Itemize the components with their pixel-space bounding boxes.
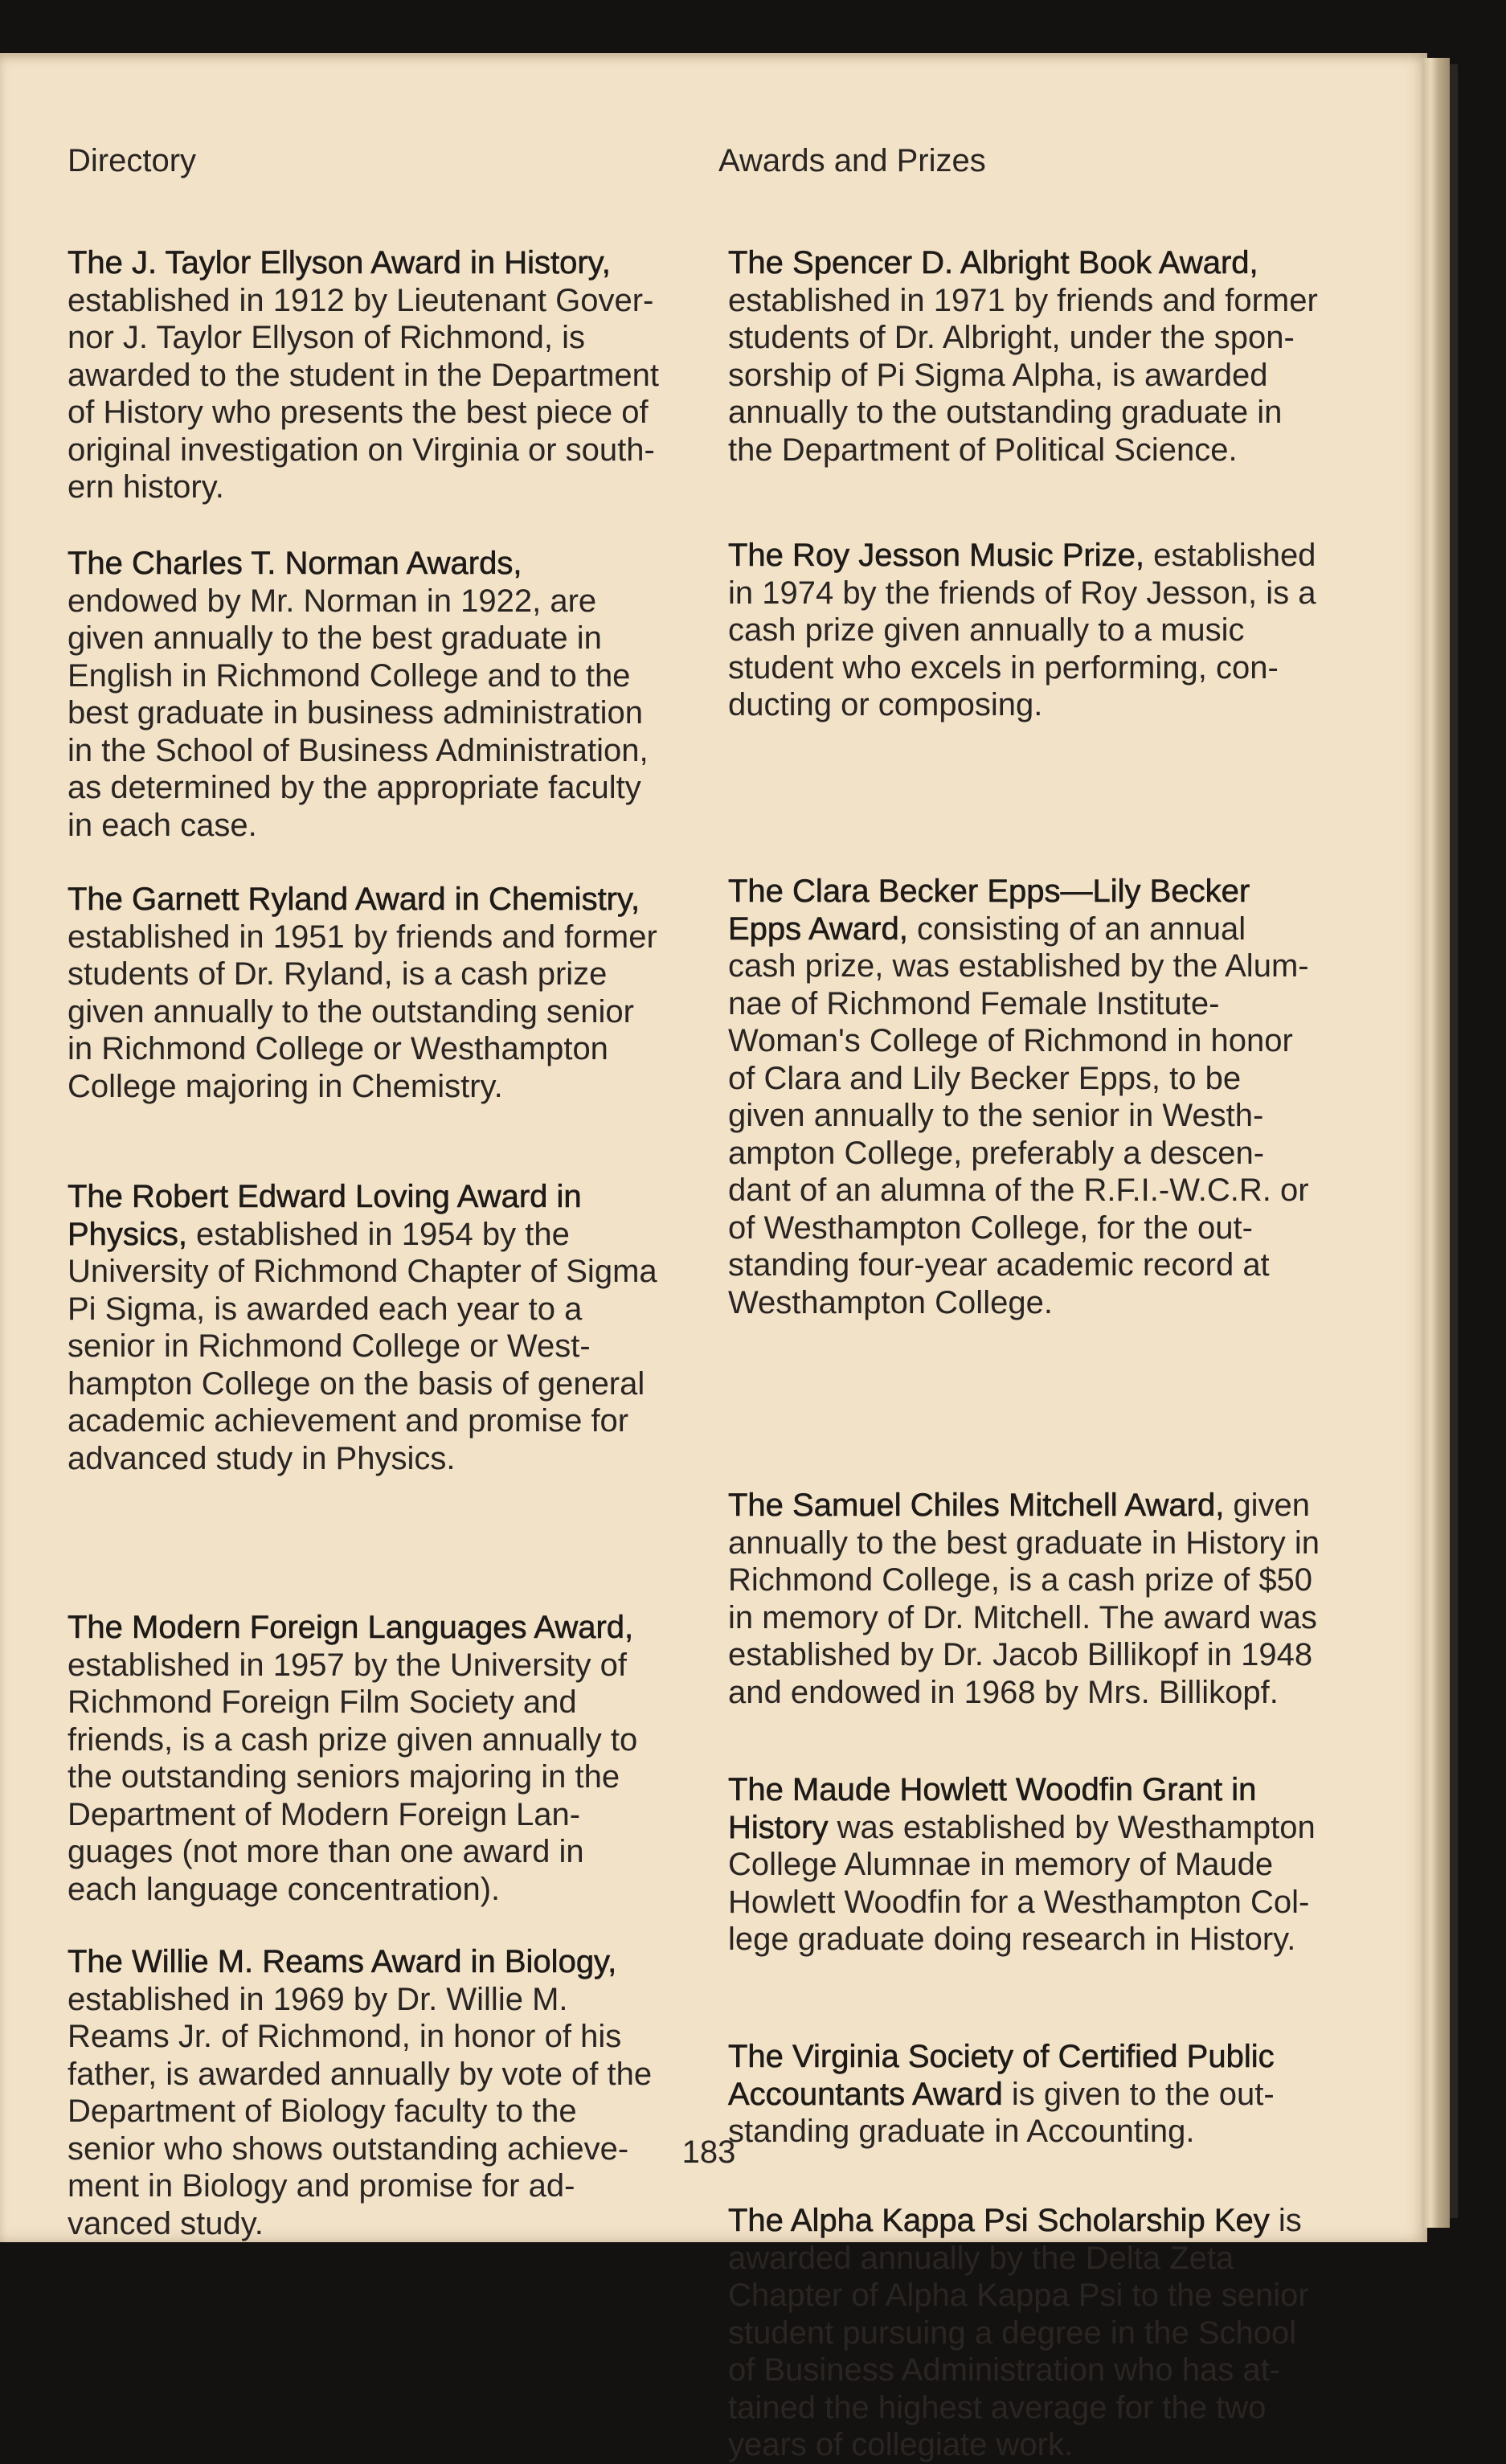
- award-description: senior who shows outstanding achieve-: [68, 2130, 629, 2167]
- entry-line: [68, 1609, 710, 1647]
- entry-line: [68, 1291, 710, 1328]
- entry-line: [68, 1833, 710, 1871]
- award-description: students of Dr. Albright, under the spon-: [728, 320, 1295, 355]
- award-description: awarded to the student in the Department: [68, 357, 660, 393]
- entry-line: [68, 2130, 710, 2168]
- running-header-section: Directory: [68, 143, 197, 178]
- entry-line: [728, 612, 1371, 649]
- award-name: The Maude Howlett Woodfin Grant in: [728, 1772, 1257, 1807]
- entry-line: [68, 1440, 710, 1478]
- award-description: student pursuing a degree in the School: [728, 2315, 1297, 2351]
- entry-line: [728, 319, 1371, 357]
- entry-line: [68, 1178, 710, 1216]
- award-description: best graduate in business administration: [68, 695, 643, 731]
- entry-line: [68, 769, 710, 807]
- entry-line: [68, 394, 710, 432]
- entry-line: [728, 1060, 1371, 1098]
- award-description: was established by Westhampton: [828, 1809, 1316, 1845]
- award-description: established in 1971 by friends and former: [728, 282, 1318, 318]
- award-description: in Richmond College or Westhampton: [68, 1031, 608, 1066]
- entry-line: [728, 2202, 1371, 2240]
- award-description: ment in Biology and promise for ad-: [68, 2168, 575, 2204]
- award-entry: [728, 2038, 1371, 2151]
- award-entry: [68, 881, 710, 1105]
- page-edge-shadow: [1450, 64, 1458, 2218]
- award-name: The Willie M. Reams Award in Biology,: [68, 1944, 617, 1979]
- award-description: of History who presents the best piece of: [68, 395, 649, 430]
- award-description: students of Dr. Ryland, is a cash prize: [68, 956, 608, 992]
- award-entry: [728, 1771, 1371, 1959]
- award-description: of Clara and Lily Becker Epps, to be: [728, 1060, 1242, 1096]
- award-description: annually to the best graduate in History in: [728, 1525, 1320, 1561]
- entry-line: [68, 1068, 710, 1106]
- entry-line: [728, 1172, 1371, 1209]
- entry-line: [728, 432, 1371, 469]
- entry-line: [728, 1809, 1371, 1847]
- entry-line: [68, 1796, 710, 1834]
- award-description: Chapter of Alpha Kappa Psi to the senior: [728, 2278, 1309, 2313]
- award-entry: [68, 244, 710, 506]
- award-description: annually to the outstanding graduate in: [728, 395, 1283, 430]
- award-description: given: [1224, 1488, 1311, 1523]
- award-description: Westhampton College.: [728, 1284, 1053, 1320]
- award-description: nor J. Taylor Ellyson of Richmond, is: [68, 320, 585, 355]
- award-description: in each case.: [68, 807, 257, 843]
- award-description: standing graduate in Accounting.: [728, 2114, 1195, 2149]
- entry-line: [728, 2038, 1371, 2076]
- entry-line: [728, 2426, 1371, 2464]
- entry-line: [68, 319, 710, 357]
- entry-line: [728, 282, 1371, 320]
- award-description: Pi Sigma, is awarded each year to a: [68, 1291, 583, 1327]
- award-name: The Roy Jesson Music Prize,: [728, 538, 1144, 573]
- entry-line: [68, 919, 710, 956]
- award-description: academic achievement and promise for: [68, 1403, 629, 1439]
- award-description: friends, is a cash prize given annually to: [68, 1721, 638, 1758]
- award-description: the Department of Political Science.: [728, 432, 1238, 468]
- award-description: each language concentration).: [68, 1871, 501, 1907]
- entry-line: [68, 2018, 710, 2056]
- award-entry: [68, 545, 710, 844]
- running-header-title: Awards and Prizes: [718, 143, 986, 178]
- entry-line: [68, 1328, 710, 1365]
- award-description: established in 1951 by friends and former: [68, 919, 657, 955]
- entry-line: [728, 948, 1371, 985]
- entry-line: [728, 2389, 1371, 2427]
- award-description: vanced study.: [68, 2205, 264, 2241]
- entry-line: [728, 1674, 1371, 1712]
- award-description: established by Dr. Jacob Billikopf in 1948: [728, 1637, 1313, 1672]
- award-name: The Alpha Kappa Psi Scholarship Key: [728, 2203, 1270, 2238]
- entry-line: [68, 807, 710, 845]
- award-description: sorship of Pi Sigma Alpha, is awarded: [728, 357, 1268, 393]
- award-description: awarded annually by the Delta Zeta: [728, 2240, 1234, 2276]
- entry-line: [68, 1943, 710, 1981]
- award-entry: [728, 1487, 1371, 1711]
- entry-line: [68, 1216, 710, 1254]
- award-name: Epps Award,: [728, 911, 908, 947]
- award-name: The Spencer D. Albright Book Award,: [728, 245, 1258, 280]
- award-description: ducting or composing.: [728, 687, 1043, 722]
- award-entry: [728, 244, 1371, 469]
- entry-line: [68, 2056, 710, 2094]
- award-name: The Virginia Society of Certified Public: [728, 2039, 1275, 2074]
- entry-line: [68, 357, 710, 395]
- entry-line: [728, 1525, 1371, 1562]
- entry-line: [68, 545, 710, 583]
- entry-line: [728, 2113, 1371, 2151]
- award-description: College majoring in Chemistry.: [68, 1068, 503, 1104]
- award-description: student who excels in performing, con-: [728, 649, 1279, 686]
- award-description: of Business Administration who has at-: [728, 2352, 1281, 2388]
- entry-line: [68, 694, 710, 732]
- award-name: The Modern Foreign Languages Award,: [68, 1610, 634, 1645]
- entry-line: [728, 1097, 1371, 1135]
- award-description: Department of Biology faculty to the: [68, 2094, 577, 2129]
- entry-line: [68, 282, 710, 320]
- entry-line: [728, 2240, 1371, 2278]
- entry-line: [68, 2205, 710, 2243]
- entry-line: [68, 1030, 710, 1068]
- entry-line: [68, 583, 710, 620]
- award-description: College Alumnae in memory of Maude: [728, 1847, 1274, 1882]
- entry-line: [728, 1636, 1371, 1674]
- award-description: Richmond College, is a cash prize of $50: [728, 1562, 1313, 1598]
- award-description: years of collegiate work.: [728, 2427, 1074, 2462]
- award-description: cash prize, was established by the Alum-: [728, 948, 1309, 984]
- award-name: Physics,: [68, 1216, 187, 1252]
- award-entry: [728, 537, 1371, 724]
- entry-line: [68, 1365, 710, 1403]
- entry-line: [68, 1981, 710, 2019]
- award-description: of Westhampton College, for the out-: [728, 1209, 1253, 1246]
- entry-line: [68, 1758, 710, 1796]
- award-description: established in 1957 by the University of: [68, 1647, 627, 1683]
- entry-line: [728, 911, 1371, 948]
- award-description: established in 1969 by Dr. Willie M.: [68, 1981, 568, 2017]
- entry-line: [728, 873, 1371, 911]
- award-name: History: [728, 1809, 829, 1845]
- award-description: in 1974 by the friends of Roy Jesson, is a: [728, 575, 1316, 611]
- entry-line: [728, 2351, 1371, 2389]
- award-description: English in Richmond College and to the: [68, 657, 631, 694]
- entry-line: [728, 2076, 1371, 2114]
- entry-line: [68, 1684, 710, 1721]
- award-entry: [68, 1943, 710, 2242]
- entry-line: [728, 1884, 1371, 1922]
- award-description: tained the highest average for the two: [728, 2389, 1267, 2425]
- award-description: dant of an alumna of the R.F.I.-W.C.R. or: [728, 1173, 1309, 1208]
- award-name: The Charles T. Norman Awards,: [68, 546, 522, 581]
- award-description: consisting of an annual: [907, 911, 1246, 947]
- award-description: ampton College, preferably a descen-: [728, 1135, 1265, 1171]
- entry-line: [68, 2093, 710, 2130]
- entry-line: [68, 993, 710, 1031]
- entry-line: [728, 1599, 1371, 1637]
- entry-line: [68, 1253, 710, 1291]
- award-description: guages (not more than one award in: [68, 1834, 584, 1869]
- award-name: The Robert Edward Loving Award in: [68, 1179, 582, 1214]
- award-entry: [728, 873, 1371, 1321]
- award-description: ern history.: [68, 469, 224, 505]
- award-description: Department of Modern Foreign Lan-: [68, 1796, 581, 1832]
- award-description: University of Richmond Chapter of Sigma: [68, 1254, 657, 1289]
- award-description: original investigation on Virginia or south-: [68, 432, 655, 468]
- entry-line: [728, 686, 1371, 724]
- entry-line: [728, 1209, 1371, 1247]
- award-description: Reams Jr. of Richmond, in honor of his: [68, 2019, 622, 2054]
- award-entry: [68, 1178, 710, 1477]
- award-entry: [68, 1609, 710, 1908]
- entry-line: [728, 537, 1371, 575]
- entry-line: [728, 2315, 1371, 2352]
- entry-line: [68, 244, 710, 282]
- award-entry: [728, 2202, 1371, 2464]
- entry-line: [728, 649, 1371, 687]
- entry-line: [68, 469, 710, 506]
- award-description: as determined by the appropriate faculty: [68, 770, 641, 805]
- award-description: advanced study in Physics.: [68, 1440, 456, 1476]
- award-description: Howlett Woodfin for a Westhampton Col-: [728, 1884, 1310, 1920]
- award-description: is: [1269, 2203, 1302, 2238]
- entry-line: [728, 1846, 1371, 1884]
- entry-line: [728, 244, 1371, 282]
- entry-line: [728, 1921, 1371, 1959]
- entry-line: [68, 620, 710, 657]
- award-description: standing four-year academic record at: [728, 1247, 1270, 1283]
- award-description: established in 1954 by the: [186, 1216, 570, 1252]
- award-name: The Clara Becker Epps—Lily Becker: [728, 874, 1250, 909]
- entry-line: [68, 657, 710, 695]
- award-name: The Garnett Ryland Award in Chemistry,: [68, 882, 640, 917]
- page-edge: [1422, 58, 1450, 2228]
- entry-line: [68, 1402, 710, 1440]
- page-number: 183: [681, 2135, 736, 2170]
- award-description: in memory of Dr. Mitchell. The award was: [728, 1599, 1317, 1635]
- award-description: the outstanding seniors majoring in the: [68, 1759, 620, 1795]
- award-description: cash prize given annually to a music: [728, 612, 1245, 648]
- award-description: Richmond Foreign Film Society and: [68, 1684, 577, 1720]
- entry-line: [728, 1246, 1371, 1284]
- entry-line: [68, 2167, 710, 2205]
- entry-line: [728, 394, 1371, 432]
- entry-line: [68, 881, 710, 919]
- award-description: father, is awarded annually by vote of the: [68, 2056, 653, 2092]
- entry-line: [728, 1771, 1371, 1809]
- entry-line: [68, 1647, 710, 1684]
- entry-line: [728, 985, 1371, 1023]
- award-description: established: [1144, 538, 1316, 573]
- entry-line: [728, 1135, 1371, 1173]
- award-description: in the School of Business Administration,: [68, 732, 649, 768]
- award-name: Accountants Award: [728, 2076, 1003, 2112]
- entry-line: [728, 1487, 1371, 1525]
- award-description: is given to the out-: [1002, 2076, 1275, 2112]
- award-name: The J. Taylor Ellyson Award in History,: [68, 245, 611, 280]
- award-description: Woman's College of Richmond in honor: [728, 1023, 1293, 1058]
- award-description: lege graduate doing research in History.: [728, 1922, 1296, 1957]
- entry-line: [728, 1561, 1371, 1599]
- entry-line: [728, 2277, 1371, 2315]
- entry-line: [68, 956, 710, 993]
- award-description: endowed by Mr. Norman in 1922, are: [68, 583, 597, 619]
- entry-line: [68, 1871, 710, 1909]
- award-description: given annually to the best graduate in: [68, 620, 602, 656]
- award-description: senior in Richmond College or West-: [68, 1328, 591, 1364]
- award-description: given annually to the outstanding senior: [68, 993, 634, 1029]
- entry-line: [728, 1022, 1371, 1060]
- entry-line: [728, 1284, 1371, 1322]
- entry-line: [68, 732, 710, 770]
- award-description: given annually to the senior in Westh-: [728, 1098, 1264, 1133]
- award-description: nae of Richmond Female Institute-: [728, 985, 1220, 1021]
- entry-line: [728, 357, 1371, 395]
- award-description: and endowed in 1968 by Mrs. Billikopf.: [728, 1674, 1279, 1710]
- entry-line: [68, 1721, 710, 1759]
- award-description: hampton College on the basis of general: [68, 1365, 645, 1402]
- entry-line: [68, 432, 710, 469]
- entry-line: [728, 575, 1371, 612]
- award-name: The Samuel Chiles Mitchell Award,: [728, 1488, 1225, 1523]
- award-description: established in 1912 by Lieutenant Gover-: [68, 282, 654, 318]
